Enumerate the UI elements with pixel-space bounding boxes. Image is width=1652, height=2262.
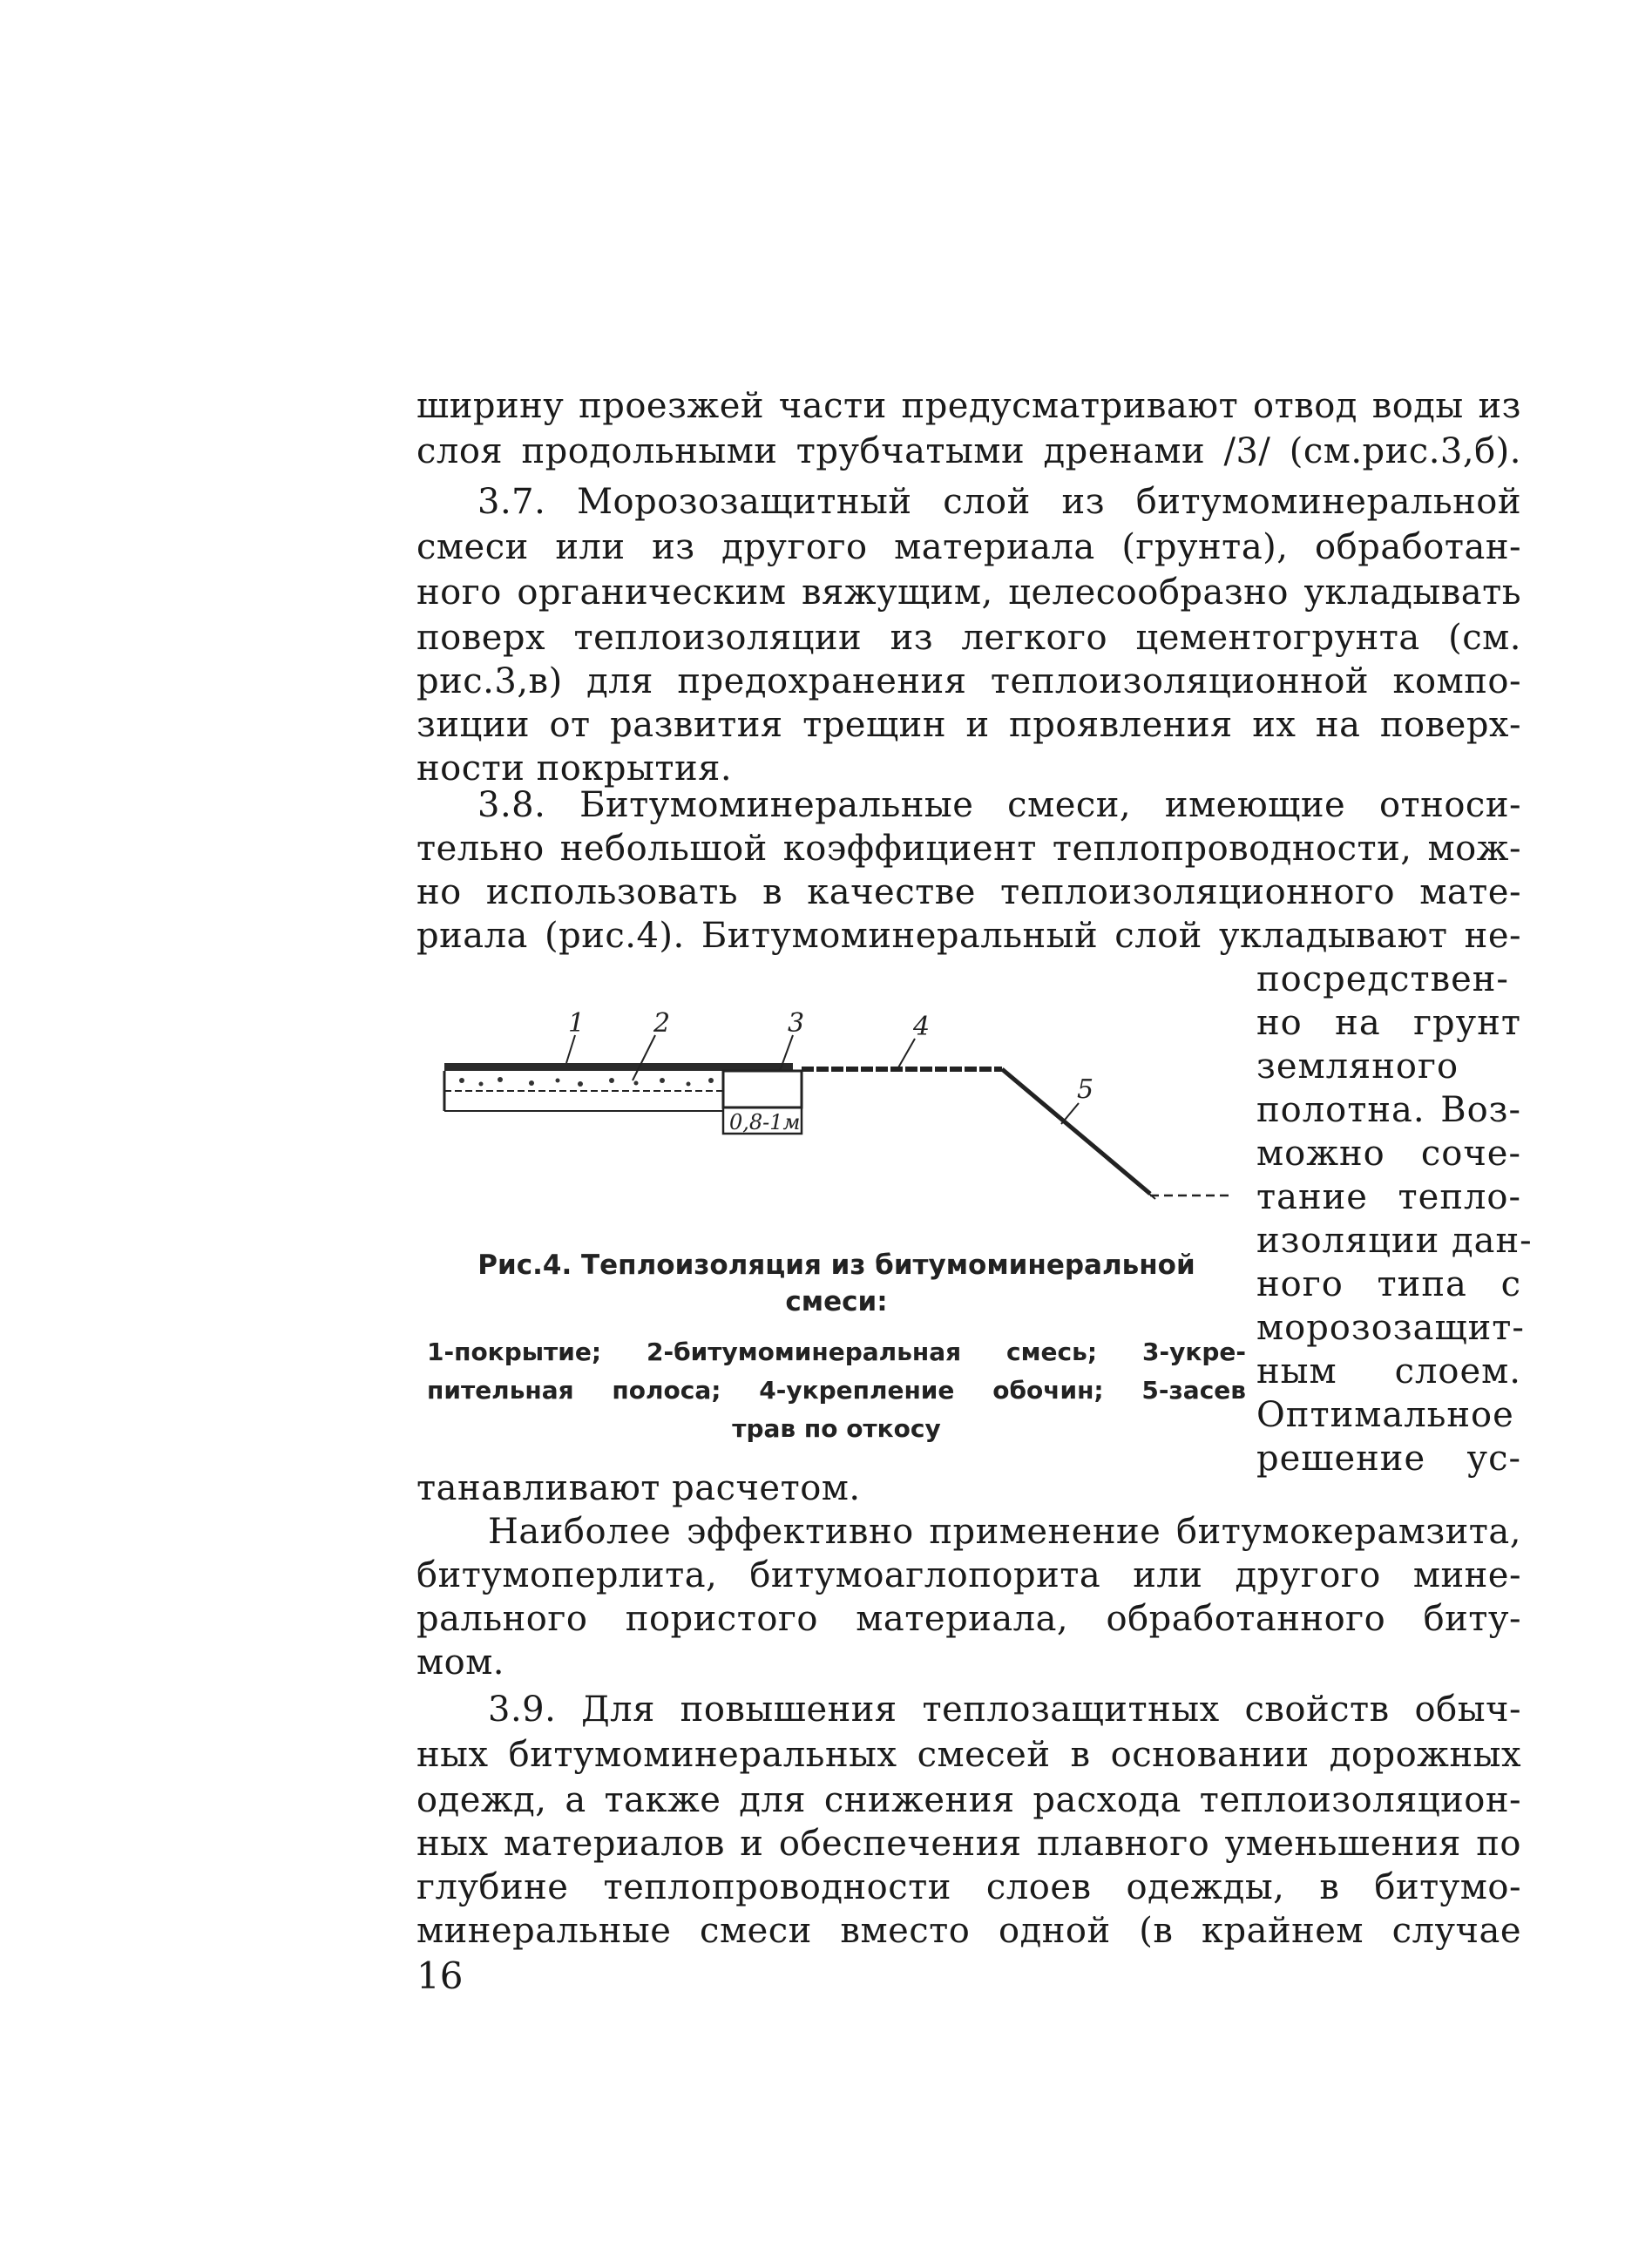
- text-line: танавливают расчетом.: [416, 1468, 861, 1508]
- aggregate-texture: [459, 1077, 714, 1087]
- text-line: рис.3,в) для предохранения теплоизоляционной компо-: [416, 661, 1521, 701]
- text-line: тельно небольшой коэффициент теплопроводности, мож-: [416, 829, 1521, 869]
- text-line: мом.: [416, 1642, 505, 1683]
- text-line: 3.9. Для повышения теплозащитных свойств обыч-: [488, 1690, 1521, 1730]
- page-number: 16: [416, 1954, 464, 1997]
- text-line: ных материалов и обеспечения плавного уменьшения по: [416, 1824, 1521, 1864]
- label-1: 1: [568, 1008, 586, 1039]
- leader-1: [566, 1035, 575, 1063]
- text-line: но использовать в качестве теплоизоляционного мате-: [416, 872, 1521, 912]
- side-text-line: изоляции дан-: [1256, 1221, 1533, 1261]
- side-text-line: можно соче-: [1256, 1134, 1521, 1174]
- side-text-line: тание тепло-: [1256, 1177, 1521, 1217]
- text-line: смеси или из другого материала (грунта), обработан-: [416, 527, 1521, 567]
- reinforcing-strip: [723, 1071, 802, 1107]
- figure-legend-line: 1-покрытие; 2-битумоминеральная смесь; 3-укре-: [427, 1338, 1246, 1366]
- side-text-line: посредствен-: [1256, 959, 1509, 999]
- text-line: ного органическим вяжущим, целесообразно укладывать: [416, 572, 1521, 613]
- figure-legend-line: пительная полоса; 4-укрепление обочин; 5-засев: [427, 1376, 1246, 1405]
- label-4: 4: [913, 1012, 931, 1042]
- side-text-line: полотна. Воз-: [1256, 1090, 1521, 1130]
- text-line: ширину проезжей части предусматривают отвод воды из: [416, 386, 1521, 426]
- text-line: ных битумоминеральных смесей в основании дорожных: [416, 1735, 1521, 1775]
- cross-section-figure: [427, 993, 1246, 1220]
- text-line: риала (рис.4). Битумоминеральный слой укладывают не-: [416, 916, 1521, 956]
- text-line: глубине теплопроводности слоев одежды, в битумо-: [416, 1867, 1521, 1907]
- side-text-line: ного типа с: [1256, 1264, 1521, 1304]
- side-text-line: земляного: [1256, 1046, 1459, 1087]
- label-3: 3: [788, 1008, 805, 1039]
- side-text-line: Оптимальное: [1256, 1395, 1514, 1435]
- figure-legend-line: трав по откосу: [732, 1414, 941, 1443]
- side-text-line: решение ус-: [1256, 1439, 1521, 1479]
- side-text-line: ным слоем.: [1256, 1351, 1521, 1392]
- text-line: 3.8. Битумоминеральные смеси, имеющие относи-: [477, 785, 1521, 825]
- figure-caption-title: Рис.4. Теплоизоляция из битумоминеральной: [477, 1250, 1195, 1281]
- text-line: поверх теплоизоляции из легкого цементогрунта (см.: [416, 618, 1521, 658]
- text-line: ности покрытия.: [416, 748, 733, 789]
- text-line: слоя продольными трубчатыми дренами /3/ (см.рис.3,б).: [416, 431, 1521, 471]
- figure-caption-title-cont: смеси:: [785, 1286, 888, 1317]
- text-line: зиции от развития трещин и проявления их на поверх-: [416, 705, 1521, 745]
- leader-5: [1061, 1103, 1079, 1124]
- text-line: одежд, а также для снижения расхода теплоизоляцион-: [416, 1780, 1521, 1820]
- text-line: минеральные смеси вместо одной (в крайнем случае: [416, 1911, 1521, 1951]
- text-line: битумоперлита, битумоаглопорита или другого мине-: [416, 1555, 1521, 1595]
- leader-2: [633, 1035, 655, 1080]
- label-5: 5: [1077, 1074, 1094, 1105]
- text-line: 3.7. Морозозащитный слой из битумоминеральной: [477, 482, 1521, 522]
- side-text-line: морозозащит-: [1256, 1308, 1525, 1348]
- leader-4: [897, 1039, 915, 1069]
- label-2: 2: [653, 1008, 671, 1039]
- dimension-label: 0,8-1м: [729, 1110, 801, 1134]
- text-line: Наиболее эффективно применение битумокерамзита,: [488, 1512, 1521, 1552]
- text-line: рального пористого материала, обработанного биту-: [416, 1599, 1521, 1639]
- side-text-line: но на грунт: [1256, 1003, 1521, 1043]
